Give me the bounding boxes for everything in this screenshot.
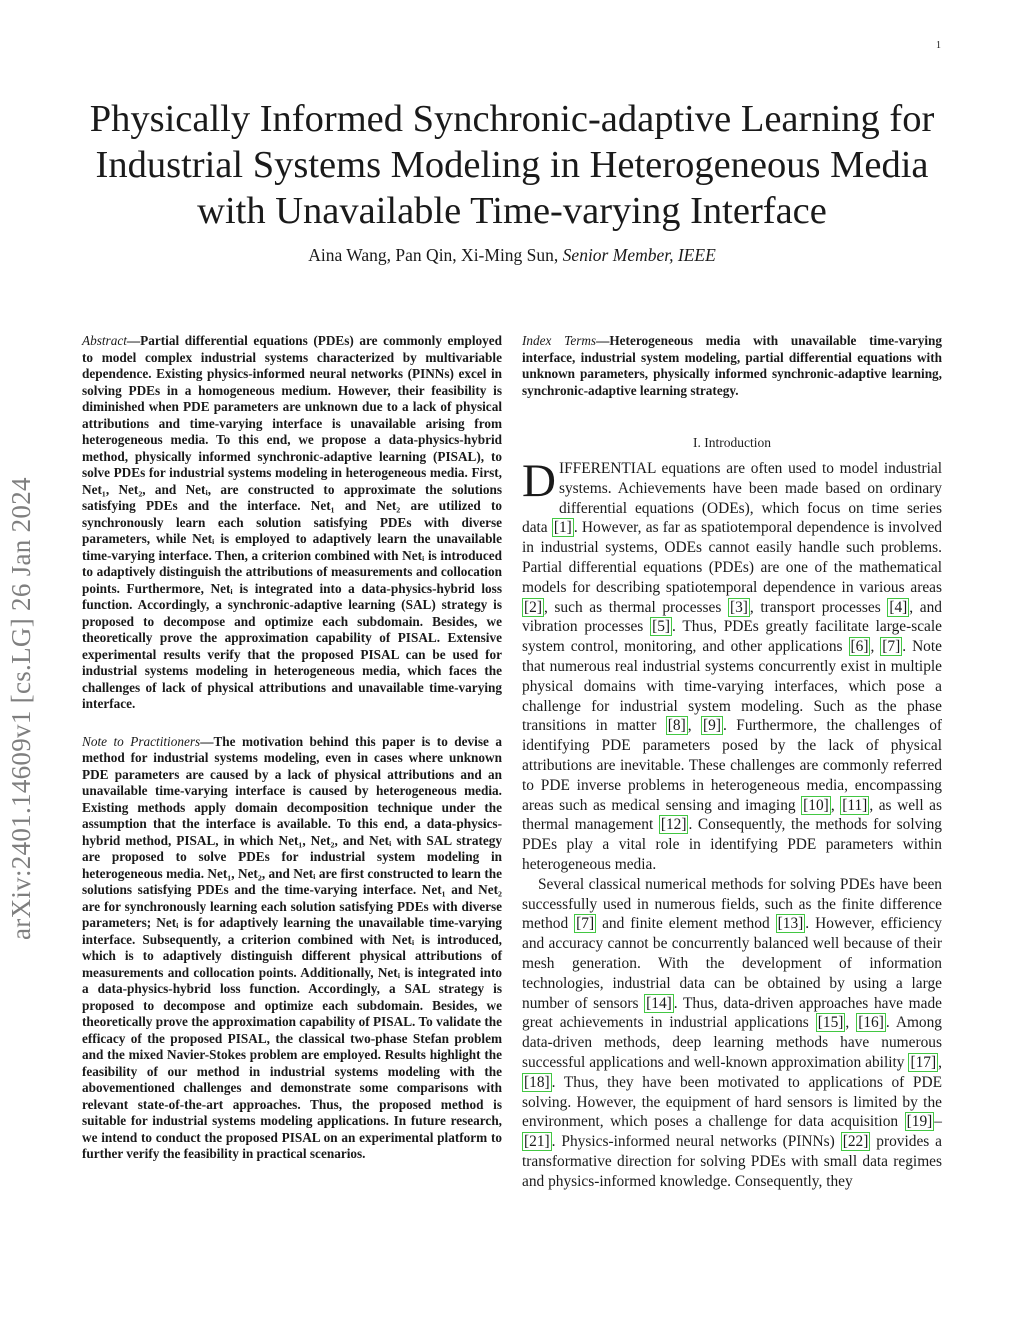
body-text: – xyxy=(934,1113,942,1131)
citation-link[interactable]: [7] xyxy=(576,915,595,933)
author-names: Aina Wang, Pan Qin, Xi-Ming Sun, xyxy=(308,245,559,265)
index-terms-text: —Heterogeneous media with unavailable time-varying interface, industrial system modeling, partial differential equations with unknown parameters, physically informed synchronic-adaptive learning, synchronic-adaptive learning strategy. xyxy=(522,333,942,398)
citation-link[interactable]: [17] xyxy=(910,1053,937,1071)
body-text: . Note that numerous real industrial systems concurrently exist in multiple physical domains with time-varying interfaces, which pose a challenge for industrial system modeling. Such as the phase transitions in matter xyxy=(522,638,942,735)
citation-link[interactable]: [16] xyxy=(858,1014,884,1032)
abstract-text: —Partial differential equations (PDEs) are commonly employed to model complex industrial systems characterized by multivariable dependence. Existing physics-informed neural networks (PINNs) excel in solving PDEs in a homogeneous medium. However, their feasibility is diminished when PDE parameters are unknown due to a lack of physical attributions and time-varying interface is unavailable arising from heterogeneous media. To this end, we propose a data-physics-hybrid method, physically informed synchronic-adaptive learning (PISAL), to solve PDEs for industrial systems modeling in heterogeneous media. First, Net₁, Net₂, and Netᵢ, are constructed to approximate the solutions satisfying PDEs and the interface. Net₁ and Net₂ are utilized to synchronously learn each solution satisfying PDEs with diverse parameters, while Netᵢ is employed to adaptively learn the unavailable time-varying interface. Then, a criterion combined with Netᵢ is introduced to adaptively distinguish the attributions of measurements and collocation points. Furthermore, Netᵢ is integrated into a data-physics-hybrid loss function. Accordingly, a synchronic-adaptive learning (SAL) strategy is proposed to decompose and optimize each subdomain. Besides, we theoretically prove the approximation capability of PISAL. Extensive experimental results verify that the proposed PISAL can be used for industrial systems modeling in heterogeneous media, which faces the challenges of lack of physical attributions and unavailable time-varying interface. xyxy=(82,333,502,711)
citation-link[interactable]: [22] xyxy=(842,1133,869,1151)
body-text: IFFERENTIAL equations are often used to model industrial systems. Achievements have been made based on ordinary differential equations (ODEs), which focus on time series data xyxy=(522,460,942,537)
citation-link[interactable]: [12] xyxy=(660,816,687,834)
body-text: , as well as thermal management xyxy=(522,796,942,834)
citation-link[interactable]: [6] xyxy=(850,638,869,656)
section-heading-introduction: I. Introduction xyxy=(693,435,771,450)
body-text: . Among data-driven methods, deep learning methods have numerous successful applications and well-known approximation ability xyxy=(522,1014,942,1071)
index-terms xyxy=(522,333,942,399)
left-column xyxy=(82,333,502,1163)
note-to-practitioners xyxy=(82,734,502,1163)
body-text: , xyxy=(870,638,881,656)
citation-link[interactable]: [15] xyxy=(817,1014,844,1032)
citation-link[interactable]: [19] xyxy=(906,1113,933,1131)
body-text: , xyxy=(938,1053,942,1071)
abstract-label: Abstract xyxy=(82,333,127,348)
body-text: , and vibration processes xyxy=(522,598,942,636)
intro-paragraph-2 xyxy=(522,875,942,1192)
citation-link[interactable]: [18] xyxy=(524,1073,550,1091)
body-text: , such as thermal processes xyxy=(543,598,728,616)
author-membership: Senior Member, IEEE xyxy=(562,245,716,265)
citation-link[interactable]: [4] xyxy=(889,598,908,616)
body-text: . Furthermore, the challenges of identifying PDE parameters posed by the lack of physical attributions are inevitable. These challenges are commonly referred to PDE inverse problems in heterogeneous media, encompassing areas such as medical sensing and imaging xyxy=(522,717,943,814)
citation-link[interactable]: [10] xyxy=(803,796,829,814)
body-text: . However, as far as spatiotemporal dependence is involved in industrial systems, ODEs cannot easily handle such problems. Partial differential equations (PDEs) are one of the mathematical models for describing spatiotemporal dependence in various areas xyxy=(522,519,942,596)
body-text: , xyxy=(687,717,702,735)
body-text: . Consequently, the methods for solving PDEs play a vital role in identifying PDE parameters within heterogeneous media. xyxy=(522,816,942,873)
index-terms-label: Index Terms xyxy=(522,333,597,348)
body-text: , xyxy=(845,1014,857,1032)
citation-link[interactable]: [1] xyxy=(553,519,572,537)
body-text: and finite element method xyxy=(596,915,776,933)
citation-link[interactable]: [8] xyxy=(667,717,686,735)
drop-cap: D xyxy=(522,455,556,507)
citation-link[interactable]: [7] xyxy=(882,638,901,656)
citation-link[interactable]: [14] xyxy=(646,994,672,1012)
abstract xyxy=(82,333,502,713)
body-text: , transport processes xyxy=(749,598,888,616)
paper-title: Physically Informed Synchronic-adaptive Learning for Industrial Systems Modeling in Heterogeneous Media with Unavailable Time-varying Interface xyxy=(89,98,935,232)
citation-link[interactable]: [2] xyxy=(524,598,542,616)
note-text: —The motivation behind this paper is to devise a method for industrial systems modeling, even in cases where unknown PDE parameters are caused by a lack of physical attributions and an unavailable time-varying interface is caused by heterogeneous media. Existing methods apply domain decomposition technique under the assumption that the interface is available. To this end, a data-physics-hybrid method, PISAL, in which Net₁, Net₂, and Netᵢ with SAL strategy are proposed to solve PDEs for industrial system modeling in heterogeneous media. Net₁, Net₂, and Netᵢ are first constructed to learn the solutions satisfying PDEs and the time-varying interface. Net₁ and Net₂ are for synchronously learning each solution satisfying PDEs with diverse parameters; Netᵢ is for adaptively learning the unavailable time-varying interface. Subsequently, a criterion combined with Netᵢ is introduced, which is to adaptively distinguish different physical attributions of measurements and collocation points. Additionally, Netᵢ is integrated into a data-physics-hybrid loss function. Accordingly, a SAL strategy is proposed to decompose and optimize each subdomain. Besides, we theoretically prove the approximation capability of PISAL. To validate the efficacy of the proposed PISAL, the classical two-phase Stefan problem and the mixed Navier-Stokes problem are employed. Results highlight the feasibility of our method in industrial systems modeling with the abovementioned challenges and demonstrate some comparisons with relevant state-of-the-art approaches. Thus, the proposed method is suitable for industrial systems modeling applications. In future research, we intend to conduct the proposed PISAL on an experimental platform to further verify the feasibility in practical scenarios. xyxy=(82,733,502,1161)
intro-paragraph-1 xyxy=(522,455,943,875)
body-text: , xyxy=(830,796,841,814)
citation-link[interactable]: [9] xyxy=(703,717,721,735)
right-column xyxy=(522,333,942,1191)
body-text: . Physics-informed neural networks (PINNs) xyxy=(551,1133,841,1151)
citation-link[interactable]: [3] xyxy=(729,598,748,616)
citation-link[interactable]: [11] xyxy=(842,796,868,814)
citation-link[interactable]: [13] xyxy=(777,915,804,933)
author-line xyxy=(80,244,944,266)
body-text: . Thus, data-driven approaches have made great achievements in industrial applications xyxy=(522,994,942,1032)
note-label: Note to Practitioners xyxy=(82,733,201,749)
body-text: . Thus, PDEs greatly facilitate large-scale system control, monitoring, and other applications xyxy=(522,618,942,656)
body-text: Several classical numerical methods for solving PDEs have been successfully used in numerous fields, such as the finite difference method xyxy=(522,875,942,933)
citation-link[interactable]: [5] xyxy=(652,618,671,636)
body-text: provides a transformative direction for solving PDEs with small data regimes and physics-informed knowledge. Consequently, they xyxy=(522,1133,943,1190)
page-number: 1 xyxy=(936,40,941,51)
citation-link[interactable]: [21] xyxy=(524,1133,550,1151)
body-text: . Thus, they have been motivated to applications of PDE solving. However, the equipment of hard sensors is limited by the environment, which poses a challenge for data acquisition xyxy=(522,1073,942,1131)
arxiv-identifier: arXiv:2401.14609v1 [cs.LG] 26 Jan 2024 xyxy=(6,477,36,940)
body-text: . However, efficiency and accuracy cannot be concurrently balanced well because of their mesh generation. With the development of information technologies, industrial data can be obtained by using a large number of sensors xyxy=(522,915,942,1012)
